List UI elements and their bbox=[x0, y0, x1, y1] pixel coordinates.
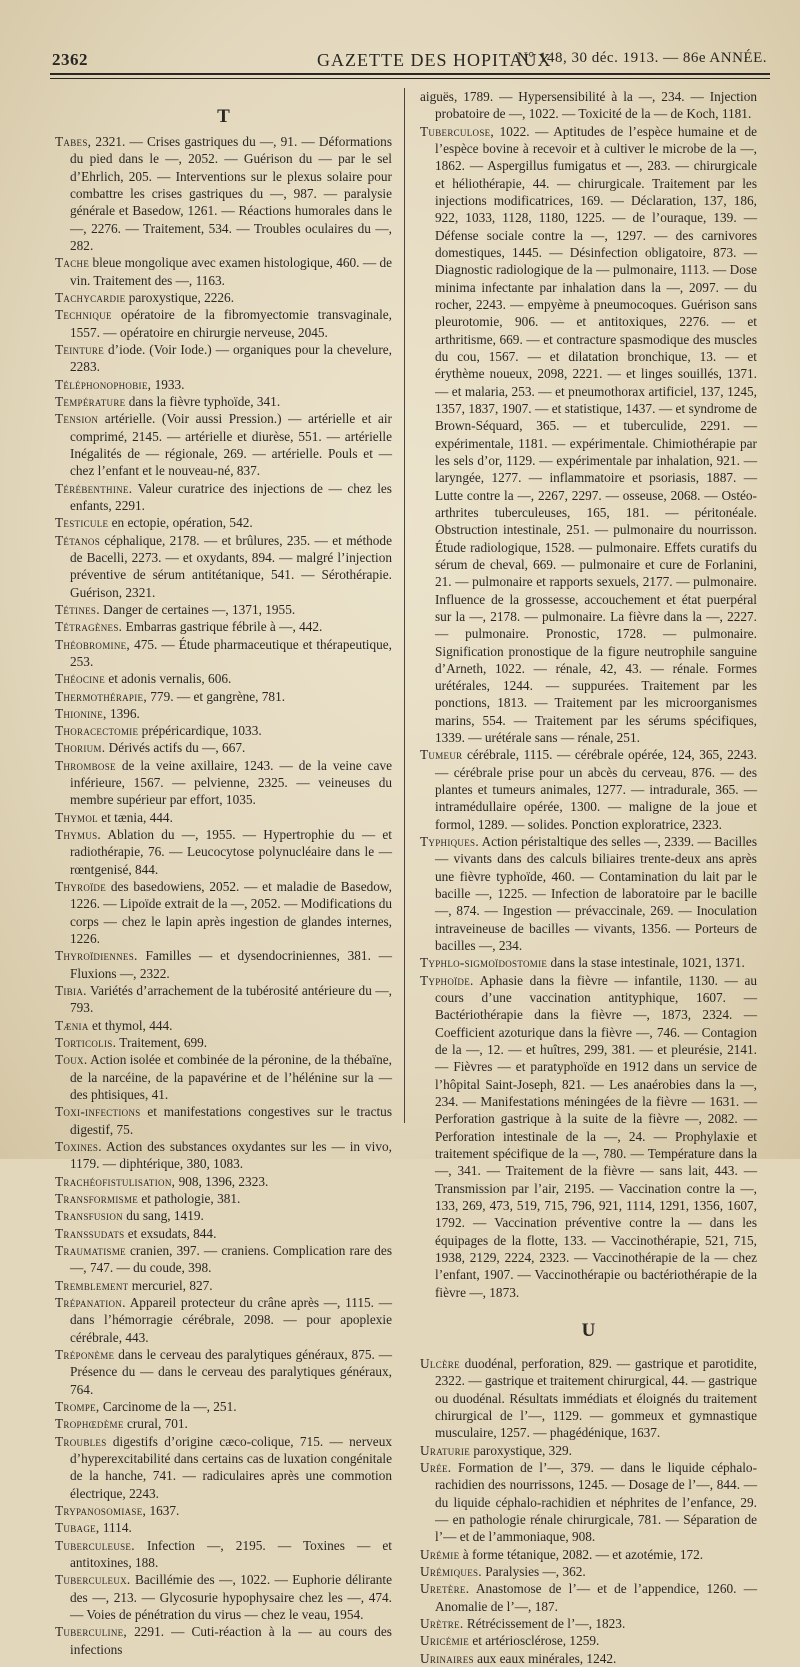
index-entry bbox=[55, 601, 392, 618]
index-entry bbox=[55, 1623, 392, 1658]
entry-text: paroxystique, 329. bbox=[470, 1442, 572, 1458]
index-entry bbox=[55, 306, 392, 341]
entry-text: Action péristaltique des selles —, 2339. — Bacilles — vivants dans des calculs biliaires trente-deux ans après une fièvre typhoïde, 460. — Contamination du lait par le bacille —, 1225. — Infection de laboratoire par le bacille —, 874. — Ingestion — prévaccinale, 269. — Inoculation intraveineuse de bacilles — vivants, 1356. — Porteurs de bacilles —, 234. bbox=[435, 834, 757, 954]
entry-text: à forme tétanique, 2082. — et azotémie, 172. bbox=[459, 1546, 704, 1562]
index-entry bbox=[55, 947, 392, 982]
index-entry bbox=[55, 826, 392, 878]
index-entry bbox=[55, 1398, 392, 1415]
entry-headword: Urée. bbox=[420, 1459, 452, 1475]
entry-text: duodénal, perforation, 829. — gastrique et parotidite, 2322. — gastrique et traitement chirurgical, 44. — gastrique ou duodénal. Résultats immédiats et éloignés du traitement chirurgical de l’—, 1129. — gommeux et gymnastique musculaire, 1257. — phagédénique, 1637. bbox=[435, 1355, 757, 1441]
index-entry bbox=[55, 1242, 392, 1277]
index-list-t-continued bbox=[420, 88, 757, 1301]
entry-text: Danger de certaines —, 1371, 1955. bbox=[99, 601, 296, 617]
index-entry bbox=[55, 1207, 392, 1224]
entry-text: 1396. bbox=[106, 705, 140, 721]
entry-headword: Thyroïdiennes. bbox=[55, 948, 138, 964]
index-entry bbox=[55, 722, 392, 739]
index-entry bbox=[55, 289, 392, 306]
entry-headword: Tétines. bbox=[55, 601, 100, 617]
entry-headword: Thoracectomie bbox=[55, 723, 139, 739]
index-list-t bbox=[55, 133, 392, 1658]
entry-headword: Tuberculose, bbox=[420, 123, 495, 139]
entry-text: et thymol, 444. bbox=[88, 1017, 173, 1033]
entry-headword: Trophœdème bbox=[55, 1416, 124, 1432]
index-entry bbox=[55, 1294, 392, 1346]
entry-headword: Typhlo-sigmoïdostomie bbox=[420, 955, 548, 971]
entry-headword: Ulcère bbox=[420, 1355, 460, 1371]
entry-text: Carcinome de la —, 251. bbox=[99, 1398, 237, 1414]
entry-text: et tænia, 444. bbox=[97, 809, 173, 825]
entry-headword: Thymus. bbox=[55, 827, 102, 843]
header-rule bbox=[50, 73, 770, 75]
index-entry bbox=[55, 1519, 392, 1536]
entry-text: cranien, 397. — craniens. Complication rare des —, 747. — du coude, 398. bbox=[70, 1243, 392, 1276]
index-entry bbox=[420, 123, 757, 747]
entry-headword: Thermothérapie, bbox=[55, 688, 147, 704]
entry-text: Ablation du —, 1955. — Hypertrophie du — et radiothérapie, 76. — Leucocytose polynucléaire dans le — rœntgenisé, 844. bbox=[70, 827, 392, 877]
index-entry bbox=[420, 1650, 757, 1667]
entry-headword: Tétanos bbox=[55, 532, 101, 548]
entry-headword: Uraturie bbox=[420, 1442, 471, 1458]
entry-headword: Tuberculeux. bbox=[55, 1572, 131, 1588]
entry-headword: Tuberculine, bbox=[55, 1624, 128, 1640]
entry-headword: Thionine, bbox=[55, 705, 107, 721]
entry-text: de la veine axillaire, 1243. — de la veine cave inférieure, 1567. — pelvienne, 2325. — veineuses du membre supérieur par effort, 1035. bbox=[70, 757, 392, 808]
entry-text: Dérivés actifs du —, 667. bbox=[105, 740, 246, 756]
index-entry bbox=[55, 410, 392, 479]
entry-headword: Toxines. bbox=[55, 1139, 102, 1155]
index-entry bbox=[55, 1433, 392, 1502]
entry-text: et manifestations congestives sur le tractus digestif, 75. bbox=[70, 1104, 392, 1137]
entry-text: Variétés d’arrachement de la tubérosité antérieure du —, 793. bbox=[70, 983, 392, 1016]
index-entry bbox=[55, 1571, 392, 1623]
entry-text: cérébrale, 1115. — cérébrale opérée, 124, 365, 2243. — cérébrale prise pour un abcès du cerveau, 876. — des plantes et tumeurs animales, 1277. — intradurale, 365. — intramédullaire opérée, 1300. — maligne de la joue et formol, 1289. — solides. Ponction exploratrice, 2323. bbox=[435, 747, 757, 832]
entry-headword: Urémie bbox=[420, 1546, 460, 1562]
index-entry bbox=[55, 532, 392, 601]
entry-text: 1933. bbox=[151, 376, 185, 392]
entry-headword: Térébenthine. bbox=[55, 480, 133, 496]
index-entry bbox=[55, 670, 392, 687]
entry-headword: Trompe, bbox=[55, 1398, 100, 1414]
index-entry bbox=[420, 1563, 757, 1580]
entry-headword: Urémiques. bbox=[420, 1563, 482, 1579]
right-column bbox=[420, 88, 757, 1666]
entry-text: bleue mongolique avec examen histologique, 460. — de vin. Traitement des —, 1163. bbox=[70, 255, 392, 288]
entry-headword: Tibia. bbox=[55, 983, 87, 999]
index-entry bbox=[55, 1190, 392, 1207]
index-entry bbox=[420, 954, 757, 971]
index-entry bbox=[55, 1034, 392, 1051]
index-entry bbox=[420, 88, 757, 123]
entry-headword: Thymol bbox=[55, 809, 98, 825]
entry-text: dans la stase intestinale, 1021, 1371. bbox=[547, 955, 745, 971]
entry-text: Valeur curatrice des injections de — chez les enfants, 2291. bbox=[70, 480, 392, 513]
index-entry bbox=[420, 833, 757, 954]
entry-text: artérielle. (Voir aussi Pression.) — artérielle et air comprimé, 2145. — artérielle et diurèse, 551. — artérielle Inégalités de — régionale, 269. — artérielle. Pouls et — chez l’enfant et le nouveau-né, 837. bbox=[70, 411, 392, 479]
entry-text: d’iode. (Voir Iode.) — organiques pour la chevelure, 2283. bbox=[70, 341, 392, 375]
entry-text: 475. — Étude pharmaceutique et thérapeutique, 253. bbox=[70, 636, 392, 669]
entry-text: Infection —, 2195. — Toxines — et antitoxines, 188. bbox=[70, 1537, 392, 1570]
entry-headword: Uretère. bbox=[420, 1581, 470, 1597]
entry-headword: Tache bbox=[55, 255, 90, 271]
entry-headword: Transfusion bbox=[55, 1208, 123, 1224]
index-entry bbox=[420, 1632, 757, 1649]
left-column bbox=[55, 88, 392, 1657]
entry-text: et pathologie, 381. bbox=[138, 1191, 241, 1207]
index-entry bbox=[420, 1615, 757, 1632]
entry-text: Traitement, 699. bbox=[116, 1035, 208, 1051]
index-entry bbox=[55, 1173, 392, 1190]
entry-text: en ectopie, opération, 542. bbox=[108, 515, 253, 531]
index-entry bbox=[55, 1017, 392, 1034]
entry-headword: Thyroïde bbox=[55, 879, 107, 895]
entry-text: Familles — et dysendocriniennes, 381. — Fluxions —, 2322. bbox=[70, 948, 392, 981]
entry-headword: Thrombose bbox=[55, 757, 116, 773]
entry-text: 908, 1396, 2323. bbox=[175, 1173, 269, 1189]
section-letter-t: T bbox=[217, 106, 230, 127]
entry-headword: Tremblement bbox=[55, 1277, 129, 1293]
index-entry bbox=[55, 514, 392, 531]
entry-text: 1637. bbox=[146, 1502, 180, 1518]
entry-headword: Tubage, bbox=[55, 1520, 100, 1536]
index-entry bbox=[55, 809, 392, 826]
index-entry bbox=[55, 376, 392, 393]
index-entry bbox=[55, 1537, 392, 1572]
entry-text: Aphasie dans la fièvre — infantile, 1130. — au cours d’une vaccination antityphique, 1607. — Bactériothérapie dans la fièvre —, 1873, 2324. — Coefficient azoturique dans la fièvre —, 746. — Contagion de la —, 12. — et huîtres, 299, 381. — et pleurésie, 2141. — Fièvres — et paratyphoïde en 1912 dans un service de l’hôpital Saint-Joseph, 821. — Les anaérobies dans la —, 234. — Manifestations méningées de la fièvre — 1631. — Perforation gastrique à la suite de la fièvre —, 2082. — Perforation intestinale de la —, 24. — Prophylaxie et traitement spécifique de la —, 780. — Température dans la —, 341. — Traitement de la fièvre — sans lait, 443. — Transmission par l’air, 2195. — Vaccination contre la —, 133, 269, 473, 519, 715, 796, 921, 1114, 1291, 1356, 1607, 1792. — Vaccination préventive contre la — dans les équipages de la flotte, 133. — Vaccinothérapie, 521, 715, 1938, 2129, 2224, 2323. — Vaccinothérapie de la — chez l’enfant, 1907. — Vaccinothérapie ou bactériothérapie de la fièvre —, 1873. bbox=[435, 972, 757, 1300]
entry-headword: Typhiques. bbox=[420, 834, 479, 850]
index-list-u bbox=[420, 1355, 757, 1667]
entry-headword: Technique bbox=[55, 307, 112, 323]
entry-text: Bacillémie des —, 1022. — Euphorie délirante des —, 213. — Glycosurie hypophysaire chez les —, 474. — Voies de pénétration du virus — chez le veau, 1954. bbox=[70, 1572, 392, 1622]
index-entry bbox=[55, 1051, 392, 1103]
entry-headword: Trachéofistulisation, bbox=[55, 1173, 176, 1189]
entry-text: Anastomose de l’— et de l’appendice, 1260. — Anomalie de l’—, 187. bbox=[435, 1581, 757, 1614]
index-entry bbox=[55, 341, 392, 376]
entry-text: et exsudats, 844. bbox=[124, 1225, 217, 1241]
index-entry bbox=[420, 972, 757, 1301]
entry-text: dans le cerveau des paralytiques généraux, 875. — Présence du — dans le cerveau des paralytiques généraux, 764. bbox=[70, 1346, 392, 1397]
entry-text: Embarras gastrique fébrile à —, 442. bbox=[122, 619, 323, 635]
index-entry bbox=[55, 705, 392, 722]
entry-text: Paralysies —, 362. bbox=[481, 1563, 586, 1579]
entry-text: 1022. — Aptitudes de l’espèce humaine et de l’espèce bovine à recevoir et à cultiver le microbe de la —, 1862. — Aspergillus fumigatus et —, 283. — chirurgicale et héliothérapie, 44. — chirurgicale. Traitement par les injections modificatrices, 169. — Déclaration, 137, 186, 922, 1033, 1128, 1180, 1225. — de l’ouraque, 139. — Défense sociale contre la —, 1297. — des carnivores domestiques, 1445. — Désinfection obligatoire, 873. — Diagnostic radiologique de la — pulmonaire, 1113. — Dose minima infectante par inhalation dans la —, 2097. — du rocher, 2243. — empyème à pneumocoques. Guérison sans pleurotomie, 906. — et antitoxiques, 2276. — et arthritisme, 669. — et contracture spasmodique des muscles du cou, 1567. — et dilatation bronchique, 13. — et érythème noueux, 2098, 2221. — et linges souillés, 1371. — et malaria, 253. — et pneumothorax artificiel, 137, 1245, 1357, 1837, 1907. — et statistique, 1437. — et syndrome de Brown-Séquard, 365. — et tuberculide, 2291. — expérimentale, 1181. — expérimentale. Chimiothérapie par les sels d’or, 1129. — expérimentale par inhalation, 921. — laryngée, 1277. — inflammatoire et psoriasis, 1887. — Lutte contre la —, 2267, 2297. — osseuse, 2068. — Ostéo-arthrites tuberculeuses, 165, 181. — péritonéale. Obstruction intestinale, 251. — pulmonaire du nourrisson. Étude radiologique, 1528. — pulmonaire. Effets curatifs du sérum de cheval, 669. — pulmonaire et cure de Forlanini, 21. — pulmonaire et rapports sexuels, 2177. — pulmonaire. Influence de la grossesse, accouchement et état puerpéral sur la —, 2178. — pulmonaire. La fièvre dans la —, 2227. — pulmonaire. Pronostic, 1728. — pulmonaire. Signification pronostique de la figure neutrophile sanguine d’Arneth, 1022. — rénale, 42, 43. — rénale. Formes urétérales, 1244. — suppurées. Traitement par les ponctions, 1813. — Traitement par les microorganismes marins, 554. — Traitement par les sérums spécifiques, 1339. — urétérale sans — rénale, 251. bbox=[435, 123, 757, 746]
issue-info: N° 148, 30 déc. 1913. — 86e ANNÉE. bbox=[516, 50, 767, 66]
column-divider bbox=[404, 88, 405, 1123]
entry-headword: Troubles bbox=[55, 1433, 107, 1449]
entry-headword: Tréponème bbox=[55, 1346, 115, 1362]
entry-text: et artériosclérose, 1259. bbox=[469, 1633, 600, 1649]
index-entry bbox=[420, 1442, 757, 1459]
index-entry bbox=[55, 618, 392, 635]
entry-headword: Toxi-infections bbox=[55, 1104, 141, 1120]
entry-headword: Urinaires bbox=[420, 1650, 474, 1666]
entry-headword: Téléphonophobie, bbox=[55, 376, 152, 392]
entry-text: paroxystique, 2226. bbox=[125, 289, 235, 305]
index-entry bbox=[55, 393, 392, 410]
page-number: 2362 bbox=[52, 50, 88, 69]
index-entry bbox=[420, 1546, 757, 1563]
header-rule-thin bbox=[50, 78, 770, 79]
index-entry bbox=[55, 739, 392, 756]
index-entry bbox=[420, 1580, 757, 1615]
entry-headword: Tabes, bbox=[55, 134, 92, 149]
entry-text: des basedowiens, 2052. — et maladie de Basedow, 1226. — Lipoïde extrait de la —, 2052. — Modifications du corps — chez le lapin après ingestion de glandes internes, 1226. bbox=[70, 879, 392, 947]
entry-text: aux eaux minérales, 1242. bbox=[473, 1650, 617, 1666]
entry-text: 2291. — Cuti-réaction à la — au cours des infections bbox=[70, 1624, 392, 1657]
entry-text: Formation de l’—, 379. — dans le liquide céphalo-rachidien des nourrissons, 1245. — Dosage de l’—, 844. — du liquide céphalo-rachidien et néphrites de l’enfance, 29. — en pathologie rénale chirurgicale, 781. — Séparation de l’— et de l’ammoniaque, 908. bbox=[435, 1459, 757, 1545]
entry-text: et adonis vernalis, 606. bbox=[105, 671, 232, 687]
index-entry bbox=[55, 688, 392, 705]
entry-headword: Urètre. bbox=[420, 1615, 464, 1631]
entry-text: du sang, 1419. bbox=[122, 1208, 204, 1224]
index-entry bbox=[55, 1502, 392, 1519]
entry-headword: Testicule bbox=[55, 515, 109, 531]
index-entry bbox=[55, 757, 392, 809]
index-entry bbox=[55, 982, 392, 1017]
index-entry bbox=[55, 1346, 392, 1398]
entry-headword: Trépanation. bbox=[55, 1294, 126, 1310]
entry-text: Rétrécissement de l’—, 1823. bbox=[463, 1615, 626, 1631]
entry-text: Action isolée et combinée de la péronine, de la thébaïne, de la narcéine, de la papavérine et de l’hélénine sur la — des phtisiques, 41. bbox=[70, 1052, 392, 1103]
entry-text: dans la fièvre typhoïde, 341. bbox=[125, 393, 281, 409]
entry-headword: Tension bbox=[55, 411, 99, 427]
entry-headword: Tumeur bbox=[420, 747, 463, 763]
entry-headword: Torticolis. bbox=[55, 1035, 117, 1051]
index-entry bbox=[420, 1459, 757, 1546]
entry-text: 2321. — Crises gastriques du —, 91. — Déformations du pied dans le —, 2052. — Guérison du — par le sel d’Ehrlich, 205. — Interventions sur le plexus solaire pour combattre les crises gastriques du —, 987. — paralysie générale et Basedow, 1261. — Réactions humorales dans le —, 2276. — Traitement, 534. — Troubles oculaires du —, 282. bbox=[70, 134, 392, 253]
entry-headword: Teinture bbox=[55, 341, 105, 357]
entry-headword: Tænia bbox=[55, 1017, 89, 1033]
entry-headword: Tétragènes. bbox=[55, 619, 123, 635]
entry-text: crural, 701. bbox=[123, 1416, 188, 1432]
entry-text: 779. — et gangrène, 781. bbox=[146, 688, 286, 704]
entry-headword: Tuberculeuse. bbox=[55, 1537, 135, 1553]
entry-headword: Trypanosomiase, bbox=[55, 1502, 147, 1518]
index-entry bbox=[55, 1277, 392, 1294]
running-header bbox=[52, 50, 767, 72]
index-entry bbox=[55, 480, 392, 515]
index-entry bbox=[55, 1103, 392, 1138]
entry-headword: Théobromine, bbox=[55, 636, 131, 652]
index-entry bbox=[55, 878, 392, 947]
entry-text: digestifs d’origine cæco-colique, 715. — nerveux d’hyperexcitabilité dans certains cas de luxation congénitale de la hanche, 741. — radiculaires après une commotion électrique, 2243. bbox=[70, 1433, 392, 1501]
entry-headword: Transformisme bbox=[55, 1191, 139, 1207]
entry-headword: Température bbox=[55, 393, 126, 409]
entry-headword: Uricémie bbox=[420, 1633, 470, 1649]
index-entry bbox=[55, 133, 392, 254]
entry-headword: Thorium. bbox=[55, 740, 106, 756]
entry-headword: Transsudats bbox=[55, 1225, 125, 1241]
index-entry bbox=[55, 1225, 392, 1242]
index-entry bbox=[420, 1355, 757, 1442]
index-entry bbox=[420, 746, 757, 833]
entry-headword: Traumatisme bbox=[55, 1243, 126, 1258]
entry-text: 1114. bbox=[99, 1520, 132, 1536]
entry-headword: Typhoïde. bbox=[420, 972, 474, 988]
entry-text: opératoire de la fibromyectomie transvaginale, 1557. — opératoire en chirurgie nerveuse, 2045. bbox=[70, 307, 392, 340]
entry-text: mercuriel, 827. bbox=[128, 1277, 213, 1293]
entry-text: prépéricardique, 1033. bbox=[138, 723, 262, 739]
entry-headword: Tachycardie bbox=[55, 289, 126, 305]
index-entry bbox=[55, 1138, 392, 1173]
entry-text: Action des substances oxydantes sur les — in vivo, 1179. — diphtérique, 380, 1083. bbox=[70, 1139, 392, 1172]
section-letter-u: U bbox=[581, 1319, 596, 1341]
entry-text: aiguës, 1789. — Hypersensibilité à la —, 234. — Injection probatoire de —, 1022. — Toxicité de la — de Koch, 1181. bbox=[420, 89, 757, 122]
entry-text: céphalique, 2178. — et brûlures, 235. — et méthode de Bacelli, 2273. — et oxydants, 894. — malgré l’injection préventive de sérum antitétanique, 541. — Sérothérapie. Guérison, 2321. bbox=[70, 532, 392, 600]
entry-headword: Toux. bbox=[55, 1052, 88, 1068]
entry-text: Appareil protecteur du crâne après —, 1115. — dans l’hémorragie cérébrale, 2098. — pour apoplexie cérébrale, 443. bbox=[70, 1294, 392, 1345]
index-entry bbox=[55, 254, 392, 289]
journal-title: GAZETTE DES HOPITAUX bbox=[317, 50, 552, 70]
index-entry bbox=[55, 1415, 392, 1432]
entry-headword: Théocine bbox=[55, 671, 106, 687]
index-entry bbox=[55, 636, 392, 671]
